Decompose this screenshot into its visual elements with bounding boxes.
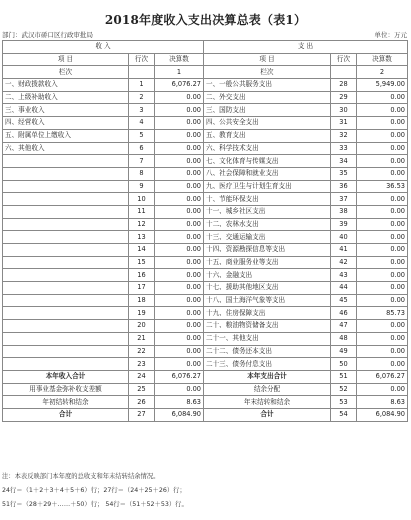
table-row <box>3 231 408 244</box>
expense-row-number: 43 <box>331 269 357 282</box>
income-amount: 0.00 <box>155 358 204 371</box>
income-amount: 0.00 <box>155 320 204 333</box>
table-row <box>3 358 408 371</box>
expense-item: 二、外交支出 <box>204 91 331 104</box>
income-row-number: 26 <box>129 396 155 409</box>
report-title: 2018年度收入支出决算总表（表1） <box>104 13 307 27</box>
table-row <box>3 320 408 333</box>
expense-item: 十、节能环保支出 <box>204 193 331 206</box>
expense-amount: 6,076.27 <box>357 370 408 383</box>
table-row <box>3 193 408 206</box>
expense-row-number: 53 <box>331 396 357 409</box>
income-item <box>3 205 129 218</box>
income-item: 一、财政拨款收入 <box>3 79 129 92</box>
table-row <box>3 142 408 155</box>
expense-amount: 0.00 <box>357 256 408 269</box>
income-item <box>3 256 129 269</box>
note-line: 51行＝（28＋29＋……＋50）行； 54行＝（51＋52＋53）行。 <box>2 501 188 508</box>
expense-amount: 0.00 <box>357 383 408 396</box>
income-item <box>3 332 129 345</box>
income-row-number: 1 <box>129 79 155 92</box>
income-amount: 0.00 <box>155 282 204 295</box>
expense-item: 六、科学技术支出 <box>204 142 331 155</box>
expense-amount: 0.00 <box>357 244 408 257</box>
expense-row-number: 42 <box>331 256 357 269</box>
income-item: 四、经营收入 <box>3 117 129 130</box>
income-rowno-header: 行次 <box>129 53 155 66</box>
expense-amount: 0.00 <box>357 320 408 333</box>
summary-row <box>3 383 408 396</box>
expense-item: 十五、商业服务业等支出 <box>204 256 331 269</box>
expense-amount: 0.00 <box>357 104 408 117</box>
income-row-number: 5 <box>129 129 155 142</box>
income-item <box>3 320 129 333</box>
expense-row-number: 47 <box>331 320 357 333</box>
income-amount: 0.00 <box>155 269 204 282</box>
income-row-number: 27 <box>129 408 155 421</box>
income-row-number: 17 <box>129 282 155 295</box>
income-row-number: 2 <box>129 91 155 104</box>
income-row-number: 13 <box>129 231 155 244</box>
expense-amount: 8.63 <box>357 396 408 409</box>
table-row <box>3 117 408 130</box>
income-row-number: 21 <box>129 332 155 345</box>
income-amount: 0.00 <box>155 104 204 117</box>
income-row-number: 10 <box>129 193 155 206</box>
summary-row <box>3 408 408 421</box>
income-amount: 0.00 <box>155 205 204 218</box>
income-amount: 0.00 <box>155 307 204 320</box>
expense-rowno-header: 行次 <box>331 53 357 66</box>
expense-amount: 5,949.00 <box>357 79 408 92</box>
income-item <box>3 180 129 193</box>
expense-row-number: 36 <box>331 180 357 193</box>
income-item <box>3 345 129 358</box>
income-item: 六、其他收入 <box>3 142 129 155</box>
expense-item: 十六、金融支出 <box>204 269 331 282</box>
income-row-number: 14 <box>129 244 155 257</box>
table-row <box>3 180 408 193</box>
income-col-number: 1 <box>155 66 204 79</box>
income-amount: 0.00 <box>155 167 204 180</box>
income-item <box>3 269 129 282</box>
income-row-number: 15 <box>129 256 155 269</box>
table-row <box>3 332 408 345</box>
income-item <box>3 294 129 307</box>
note-line: 注：本表反映部门本年度的总收支和年末结转结余情况。 <box>2 473 160 480</box>
income-amount-header: 决算数 <box>155 53 204 66</box>
income-amount: 0.00 <box>155 129 204 142</box>
income-row-number: 16 <box>129 269 155 282</box>
expense-item-header: 项 目 <box>204 53 331 66</box>
expense-row-number: 30 <box>331 104 357 117</box>
expense-row-number: 37 <box>331 193 357 206</box>
income-item <box>3 218 129 231</box>
expense-item: 二十三、债务付息支出 <box>204 358 331 371</box>
income-row-number: 20 <box>129 320 155 333</box>
summary-row <box>3 396 408 409</box>
expense-amount: 0.00 <box>357 269 408 282</box>
expense-amount: 0.00 <box>357 193 408 206</box>
income-item: 合计 <box>3 408 129 421</box>
expense-row-number: 38 <box>331 205 357 218</box>
expense-item: 十四、资源勘探信息等支出 <box>204 244 331 257</box>
income-item: 年初结转和结余 <box>3 396 129 409</box>
expense-row-number: 34 <box>331 155 357 168</box>
income-amount: 6,076.27 <box>155 370 204 383</box>
income-amount: 0.00 <box>155 332 204 345</box>
expense-amount: 0.00 <box>357 358 408 371</box>
expense-item: 二十一、其他支出 <box>204 332 331 345</box>
income-row-number: 25 <box>129 383 155 396</box>
table-row <box>3 129 408 142</box>
expense-row-number: 33 <box>331 142 357 155</box>
expense-row-number: 35 <box>331 167 357 180</box>
income-item: 五、附属单位上缴收入 <box>3 129 129 142</box>
income-lanci-empty <box>129 66 155 79</box>
income-row-number: 23 <box>129 358 155 371</box>
expense-amount: 0.00 <box>357 117 408 130</box>
expense-item: 三、国防支出 <box>204 104 331 117</box>
income-row-number: 24 <box>129 370 155 383</box>
table-header-columns <box>3 53 408 66</box>
income-amount: 0.00 <box>155 345 204 358</box>
income-row-number: 19 <box>129 307 155 320</box>
table-row <box>3 167 408 180</box>
table-header-lanci <box>3 66 408 79</box>
expense-item: 十二、农林水支出 <box>204 218 331 231</box>
expense-row-number: 49 <box>331 345 357 358</box>
table-row <box>3 256 408 269</box>
expense-amount: 85.73 <box>357 307 408 320</box>
table-row <box>3 104 408 117</box>
table-row <box>3 307 408 320</box>
income-item <box>3 282 129 295</box>
expense-row-number: 46 <box>331 307 357 320</box>
income-amount: 6,076.27 <box>155 79 204 92</box>
expense-row-number: 45 <box>331 294 357 307</box>
expense-row-number: 39 <box>331 218 357 231</box>
expense-amount-header: 决算数 <box>357 53 408 66</box>
expense-row-number: 32 <box>331 129 357 142</box>
income-lanci-label: 栏次 <box>3 66 129 79</box>
income-row-number: 3 <box>129 104 155 117</box>
income-item <box>3 231 129 244</box>
income-row-number: 11 <box>129 205 155 218</box>
income-row-number: 8 <box>129 167 155 180</box>
expense-item: 合计 <box>204 408 331 421</box>
expense-amount: 0.00 <box>357 218 408 231</box>
expense-row-number: 54 <box>331 408 357 421</box>
income-amount: 0.00 <box>155 383 204 396</box>
table-notes <box>2 470 407 512</box>
expense-item: 九、医疗卫生与计划生育支出 <box>204 180 331 193</box>
expense-item: 年末结转和结余 <box>204 396 331 409</box>
expense-amount: 6,084.90 <box>357 408 408 421</box>
income-amount: 0.00 <box>155 180 204 193</box>
expense-row-number: 52 <box>331 383 357 396</box>
table-row <box>3 282 408 295</box>
table-row <box>3 345 408 358</box>
income-amount: 0.00 <box>155 91 204 104</box>
table-row <box>3 269 408 282</box>
table-row <box>3 218 408 231</box>
expense-amount: 0.00 <box>357 282 408 295</box>
expense-amount: 0.00 <box>357 332 408 345</box>
income-amount: 6,084.90 <box>155 408 204 421</box>
income-amount: 0.00 <box>155 193 204 206</box>
table-row <box>3 155 408 168</box>
expense-item: 八、社会保障和就业支出 <box>204 167 331 180</box>
income-item <box>3 358 129 371</box>
table-row <box>3 294 408 307</box>
expense-item: 十三、交通运输支出 <box>204 231 331 244</box>
expense-item: 本年支出合计 <box>204 370 331 383</box>
expense-item: 一、一般公共服务支出 <box>204 79 331 92</box>
income-item: 二、上级补助收入 <box>3 91 129 104</box>
department-label: 部门：武汉市硚口区行政审批局 <box>2 31 93 39</box>
expense-item: 五、教育支出 <box>204 129 331 142</box>
expense-item: 十七、援助其他地区支出 <box>204 282 331 295</box>
income-item <box>3 193 129 206</box>
expense-lanci-label: 栏次 <box>204 66 331 79</box>
expense-amount: 0.00 <box>357 345 408 358</box>
expense-item: 结余分配 <box>204 383 331 396</box>
income-item-header: 项 目 <box>3 53 129 66</box>
expense-header: 支 出 <box>204 41 408 54</box>
expense-amount: 0.00 <box>357 205 408 218</box>
expense-row-number: 48 <box>331 332 357 345</box>
income-row-number: 18 <box>129 294 155 307</box>
expense-lanci-empty <box>331 66 357 79</box>
income-header: 收 入 <box>3 41 204 54</box>
expense-amount: 0.00 <box>357 167 408 180</box>
table-row <box>3 79 408 92</box>
income-amount: 0.00 <box>155 117 204 130</box>
table-row <box>3 205 408 218</box>
expense-row-number: 44 <box>331 282 357 295</box>
table-row <box>3 244 408 257</box>
expense-row-number: 29 <box>331 91 357 104</box>
income-amount: 0.00 <box>155 142 204 155</box>
income-amount: 0.00 <box>155 218 204 231</box>
table-header-section <box>3 41 408 54</box>
expense-amount: 0.00 <box>357 91 408 104</box>
income-row-number: 9 <box>129 180 155 193</box>
expense-item: 十八、国土海洋气象等支出 <box>204 294 331 307</box>
income-item: 本年收入合计 <box>3 370 129 383</box>
income-expense-table <box>2 40 408 422</box>
expense-col-number: 2 <box>357 66 408 79</box>
income-row-number: 6 <box>129 142 155 155</box>
note-line: 24行＝（1＋2＋3＋4＋5＋6）行；27行＝（24＋25＋26）行； <box>2 487 186 494</box>
income-item <box>3 307 129 320</box>
expense-amount: 0.00 <box>357 294 408 307</box>
expense-item: 二十、粮油物资储备支出 <box>204 320 331 333</box>
income-amount: 0.00 <box>155 231 204 244</box>
income-row-number: 7 <box>129 155 155 168</box>
expense-amount: 0.00 <box>357 129 408 142</box>
income-item: 用事业基金弥补收支差额 <box>3 383 129 396</box>
expense-row-number: 31 <box>331 117 357 130</box>
expense-amount: 36.53 <box>357 180 408 193</box>
expense-amount: 0.00 <box>357 155 408 168</box>
expense-item: 七、文化体育与传媒支出 <box>204 155 331 168</box>
income-item <box>3 167 129 180</box>
income-amount: 0.00 <box>155 155 204 168</box>
expense-row-number: 28 <box>331 79 357 92</box>
expense-item: 十九、住房保障支出 <box>204 307 331 320</box>
table-row <box>3 91 408 104</box>
expense-row-number: 40 <box>331 231 357 244</box>
income-amount: 0.00 <box>155 294 204 307</box>
income-row-number: 22 <box>129 345 155 358</box>
income-item <box>3 244 129 257</box>
summary-row <box>3 370 408 383</box>
income-amount: 0.00 <box>155 244 204 257</box>
unit-label: 单位：万元 <box>374 31 407 39</box>
expense-row-number: 50 <box>331 358 357 371</box>
expense-row-number: 51 <box>331 370 357 383</box>
expense-row-number: 41 <box>331 244 357 257</box>
income-amount: 0.00 <box>155 256 204 269</box>
expense-item: 四、公共安全支出 <box>204 117 331 130</box>
expense-amount: 0.00 <box>357 142 408 155</box>
income-row-number: 4 <box>129 117 155 130</box>
income-item <box>3 155 129 168</box>
expense-item: 十一、城乡社区支出 <box>204 205 331 218</box>
income-item: 三、事业收入 <box>3 104 129 117</box>
expense-item: 二十二、债务还本支出 <box>204 345 331 358</box>
income-row-number: 12 <box>129 218 155 231</box>
income-amount: 8.63 <box>155 396 204 409</box>
expense-amount: 0.00 <box>357 231 408 244</box>
